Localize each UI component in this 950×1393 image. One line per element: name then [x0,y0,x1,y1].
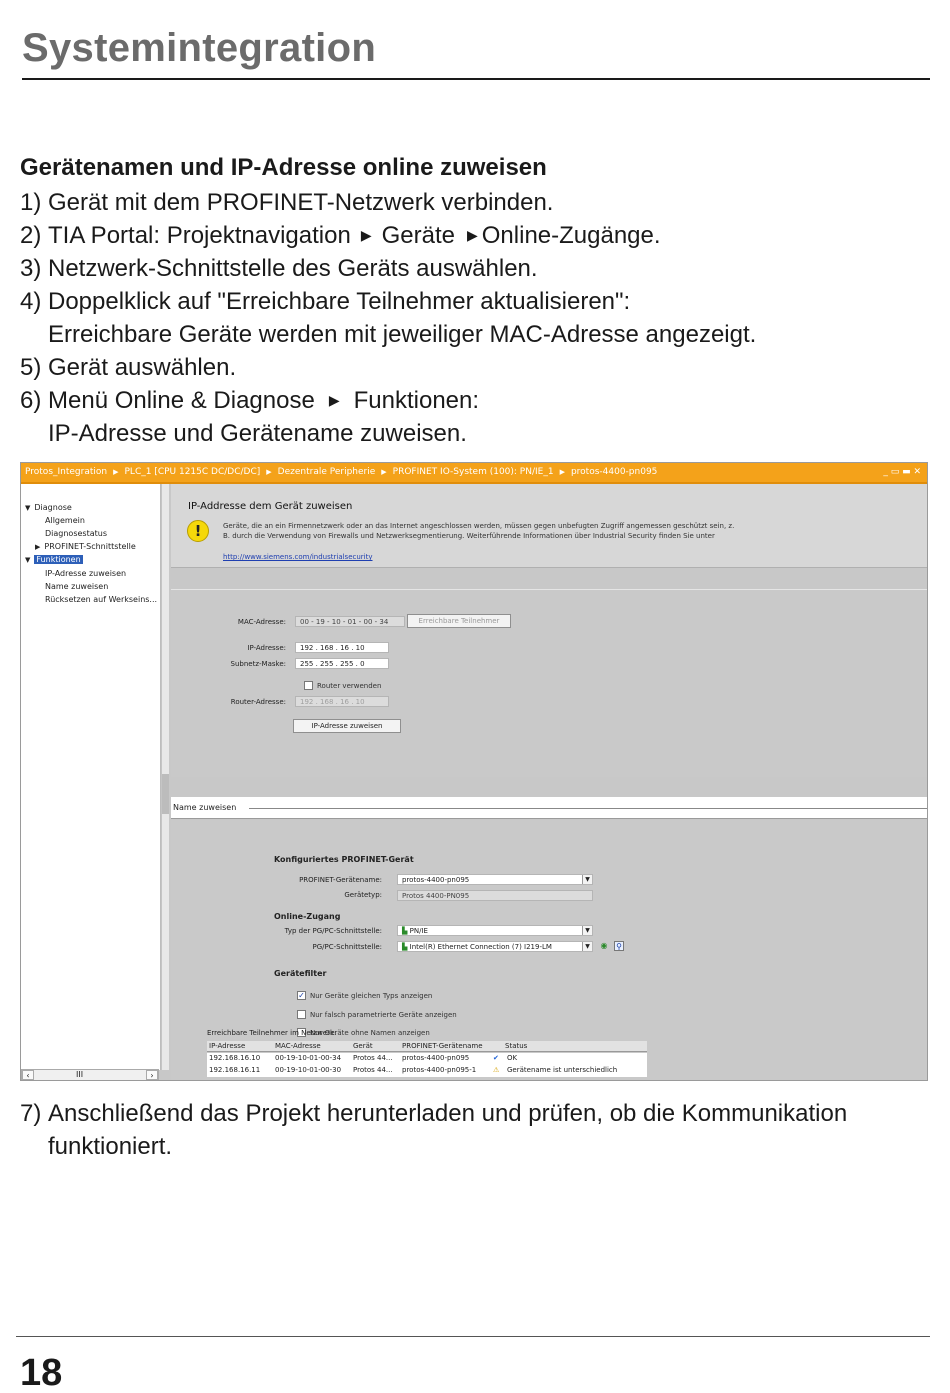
expand-right-icon[interactable]: ▶ [35,543,41,551]
ip-security-section [171,484,928,568]
chevron-right-icon: ▶ [113,468,119,476]
step-continuation: IP-Adresse und Gerätename zuweisen. [48,420,467,447]
chevron-right-icon: ▶ [559,468,565,476]
reachable-devices-button[interactable]: Erreichbare Teilnehmer [407,614,511,628]
table-cell: 00-19-10-01-00-34 [275,1054,342,1062]
column-header[interactable]: Gerät [353,1042,373,1050]
footer-rule [16,1336,930,1337]
breadcrumb-item[interactable]: protos-4400-pn095 [570,467,658,477]
network-icon: ▙ [402,927,408,935]
table-cell: 192.168.16.11 [209,1066,261,1074]
pgpc-type-dropdown[interactable]: ▙ PN/IE ▼ [397,925,593,936]
ip-section-heading: IP-Addresse dem Gerät zuweisen [188,501,353,512]
breadcrumb-item[interactable]: Protos_Integration [25,467,108,477]
table-row[interactable] [207,1065,647,1077]
step-text: Gerät auswählen. [48,354,237,381]
breadcrumb-item[interactable]: PLC_1 [CPU 1215C DC/DC/DC] [124,467,261,477]
step-text: Online-Zugänge. [481,222,661,249]
network-card-icon: ▙ [402,943,408,951]
dropdown-arrow-icon[interactable]: ▼ [582,875,592,884]
warning-status-icon: ⚠ [493,1066,500,1074]
device-type-field: Protos 4400-PN095 [397,890,593,901]
warning-text: Geräte, die an ein Firmennetzwerk oder an das Internet angeschlossen werden, müssen gegen unbefugten Zugriff angemessen geschützt sein, z. B. durch die Verwendung von Firewalls und Netzwerksegmentierung. Weiterführende Informationen über Industrial Security finden Sie unter [223,522,735,540]
configured-device-heading: Konfiguriertes PROFINET-Gerät [274,855,414,864]
filter-same-type-checkbox[interactable]: ✓ [298,991,305,1000]
scroll-thumb[interactable] [162,774,169,814]
step-continuation: funktioniert. [48,1133,173,1160]
step-text: Anschließend das Projekt herunterladen und prüfen, ob die Kommunikation [48,1100,848,1127]
ip-field[interactable]: 192 . 168 . 16 . 10 [295,642,389,653]
online-access-heading: Online-Zugang [274,912,341,921]
breadcrumb-item[interactable]: PROFINET IO-System (100): PN/IE_1 [392,467,554,477]
column-header[interactable]: Status [505,1042,528,1050]
step-1: 1) Gerät mit dem PROFINET-Netzwerk verbinden. [20,186,930,219]
subnet-field[interactable]: 255 . 255 . 255 . 0 [295,658,389,669]
steps-list [20,186,930,450]
profinet-name-label: PROFINET-Gerätename: [299,876,382,884]
navigation-tree [21,484,161,1070]
device-type-label: Gerätetyp: [344,891,382,899]
column-header[interactable]: IP-Adresse [209,1042,246,1050]
pgpc-type-label: Typ der PG/PC-Schnittstelle: [284,927,382,935]
step-continuation: Erreichbare Geräte werden mit jeweiliger MAC-Adresse angezeigt. [48,321,757,348]
dropdown-arrow-icon[interactable]: ▼ [582,926,592,935]
divider [249,808,927,809]
ip-label: IP-Adresse: [247,644,286,652]
step-text: Doppelklick auf "Erreichbare Teilnehmer aktualisieren": [48,288,631,315]
table-cell: Protos 44... [353,1054,393,1062]
step-text: TIA Portal: Projektnavigation [48,222,351,249]
filter-misconfigured-label: Nur falsch parametrierte Geräte anzeigen [310,1011,457,1019]
step-5: 5) Gerät auswählen. [20,351,930,384]
ok-status-icon: ✔ [493,1054,499,1062]
scroll-grip[interactable]: III [76,1070,84,1079]
chevron-right-icon: ▶ [381,468,387,476]
subnet-label: Subnetz-Maske: [230,660,286,668]
section-heading: Gerätenamen und IP-Adresse online zuweisen [20,154,547,181]
table-header [207,1041,647,1052]
window-controls[interactable]: _ ▭ ▬ ✕ [883,467,921,477]
address-section [171,589,928,777]
table-caption: Erreichbare Teilnehmer im Netzwerk: [207,1029,337,1037]
device-filter-heading: Gerätefilter [274,969,327,978]
step-text: Menü Online & Diagnose [48,387,315,414]
title-rule [22,78,930,80]
step-text: Geräte [381,222,455,249]
nav-horizontal-scrollbar[interactable] [21,1069,159,1081]
dropdown-arrow-icon[interactable]: ▼ [582,942,592,951]
table-cell: 00-19-10-01-00-30 [275,1066,342,1074]
pgpc-label: PG/PC-Schnittstelle: [312,943,382,951]
nav-item-reset[interactable]: Rücksetzen auf Werkseins... [45,595,158,604]
filter-same-type-label: Nur Geräte gleichen Typs anzeigen [310,992,433,1000]
mac-label: MAC-Adresse: [237,618,286,626]
expand-down-icon[interactable]: ▼ [25,504,31,512]
connect-icon[interactable]: ◉ [600,941,608,950]
breadcrumb [21,463,927,484]
chevron-right-icon: ▶ [266,468,272,476]
page-title: Systemintegration [22,26,377,70]
table-cell: Gerätename ist unterschiedlich [507,1066,618,1074]
nav-item-allgemein[interactable]: Allgemein [45,516,85,525]
router-checkbox[interactable] [304,681,313,690]
nav-item-ip-zuweisen[interactable]: IP-Adresse zuweisen [45,569,127,578]
table-cell: OK [507,1054,518,1062]
router-label: Router-Adresse: [230,698,286,706]
router-field: 192 . 168 . 16 . 10 [295,696,389,707]
assign-ip-button[interactable]: IP-Adresse zuweisen [293,719,401,733]
scroll-right-icon[interactable]: › [146,1070,158,1080]
name-section-bar [171,797,928,819]
nav-item-diagnose[interactable]: ▼ Diagnose [25,503,72,512]
table-cell: protos-4400-pn095 [402,1054,470,1062]
arrow-right-icon: ▶ [328,392,340,408]
column-header[interactable]: PROFINET-Gerätename [402,1042,483,1050]
main-pane [171,484,928,1081]
step-3: 3) Netzwerk-Schnittstelle des Geräts auswählen. [20,252,930,285]
pgpc-dropdown[interactable]: ▙ Intel(R) Ethernet Connection (7) I219-LM ▼ [397,941,593,952]
nav-item-name-zuweisen[interactable]: Name zuweisen [45,582,109,591]
step-2: 2) TIA Portal: Projektnavigation ▶ Geräte ▶ Online-Zugänge. [20,222,661,249]
scroll-left-icon[interactable]: ‹ [22,1070,34,1080]
nav-item-funktionen[interactable]: ▼ Funktionen [25,555,81,564]
nav-item-diagnosestatus[interactable]: Diagnosestatus [45,529,107,538]
arrow-right-icon: ▶ [360,227,372,243]
step-text: Netzwerk-Schnittstelle des Geräts auswählen. [48,255,538,282]
profinet-name-dropdown[interactable]: protos-4400-pn095 ▼ [397,874,593,885]
table-cell: 192.168.16.10 [209,1054,261,1062]
column-header[interactable]: MAC-Adresse [275,1042,321,1050]
step-text: Gerät mit dem PROFINET-Netzwerk verbinden. [48,189,554,216]
security-link[interactable]: http://www.siemens.com/industrialsecurity [223,553,373,561]
mac-field: 00 - 19 - 10 - 01 - 00 - 34 [295,616,405,627]
step-4: 4) Doppelklick auf "Erreichbare Teilnehmer aktualisieren": Erreichbare Geräte werden mit jeweiliger MAC-Adresse angezeigt. [20,288,757,348]
nav-item-profinet-schnittstelle[interactable]: ▶ PROFINET-Schnittstelle [35,542,136,551]
table-row[interactable] [207,1053,647,1065]
search-icon[interactable]: ⚲ [614,941,624,951]
warning-icon: ! [187,520,209,542]
filter-misconfigured-checkbox[interactable] [297,1010,306,1019]
tia-portal-screenshot [20,462,928,1081]
breadcrumb-item[interactable]: Dezentrale Peripherie [277,467,376,477]
step-text: Funktionen: [353,387,480,414]
arrow-right-icon: ▶ [466,227,478,243]
nav-vertical-scrollbar[interactable] [161,484,169,1070]
table-cell: protos-4400-pn095-1 [402,1066,477,1074]
step-7: 7) Anschließend das Projekt herunterladen und prüfen, ob die Kommunikation funktioniert. [20,1100,848,1160]
table-cell: Protos 44... [353,1066,393,1074]
step-6: 6) Menü Online & Diagnose ▶ Funktionen: IP-Adresse und Gerätename zuweisen. [20,387,480,447]
name-section-title: Name zuweisen [173,803,237,812]
page-number: 18 [20,1352,63,1393]
router-checkbox-label: Router verwenden [317,682,382,690]
filter-no-name-label: Nur Geräte ohne Namen anzeigen [310,1029,430,1037]
expand-down-icon[interactable]: ▼ [25,556,31,564]
